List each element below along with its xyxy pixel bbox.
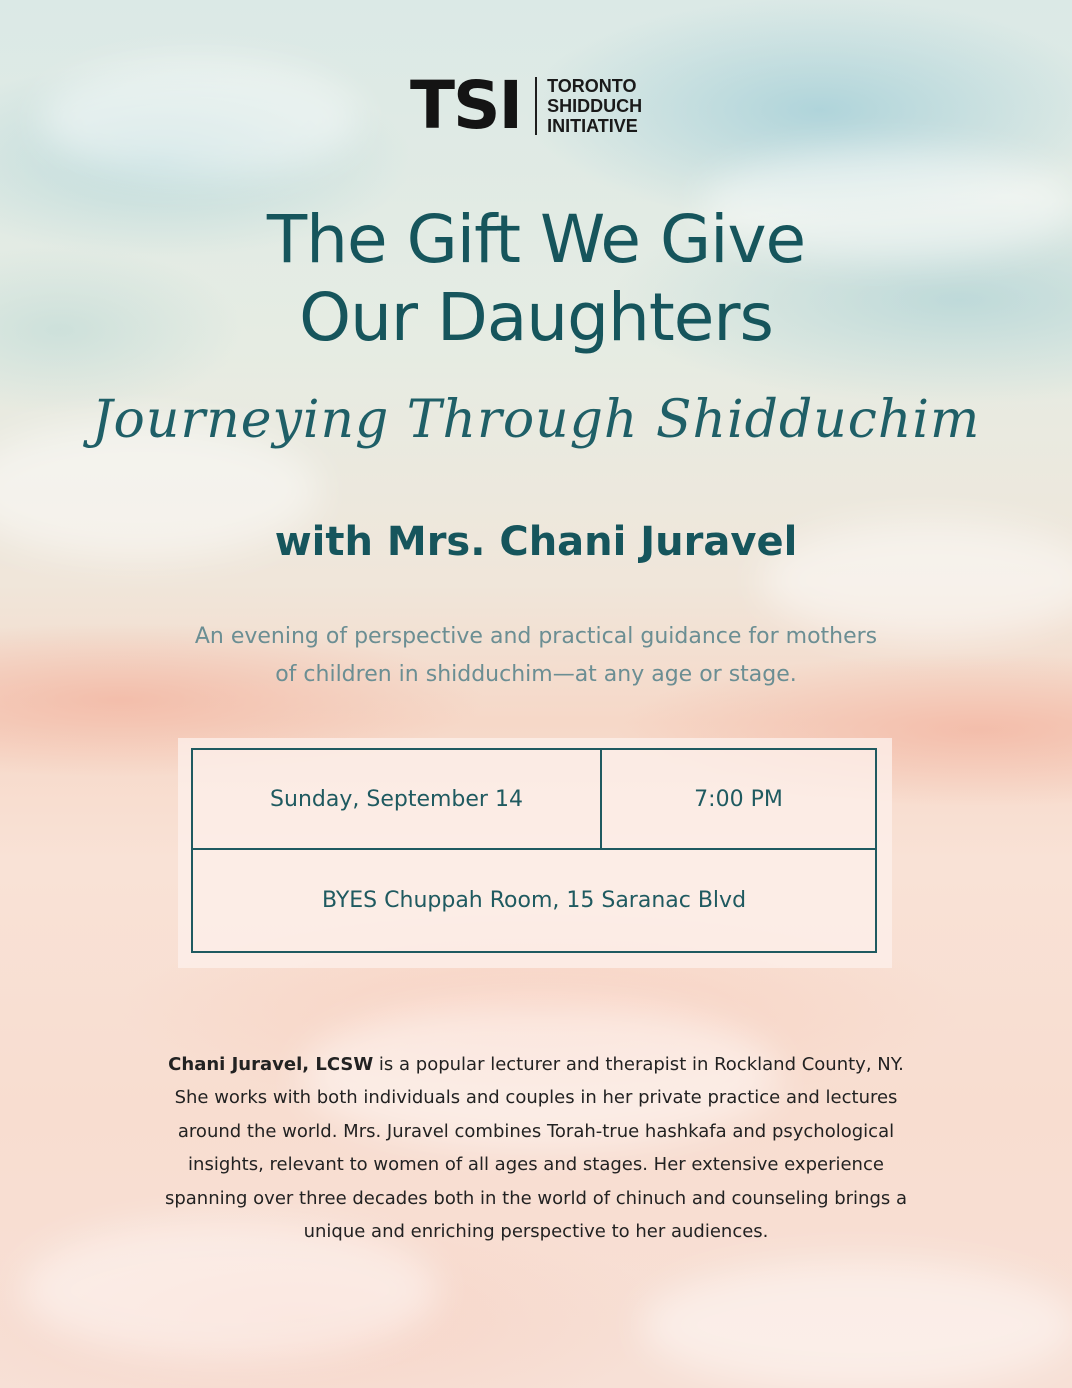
logo-mark: TSI bbox=[410, 67, 522, 144]
event-date: Sunday, September 14 bbox=[193, 750, 602, 850]
logo-line-2: SHIDDUCH bbox=[547, 96, 643, 116]
event-description bbox=[130, 618, 942, 694]
speaker-bio bbox=[160, 1048, 912, 1248]
logo-line-3: INITIATIVE bbox=[547, 116, 638, 136]
logo-divider bbox=[535, 77, 537, 135]
organization-logo bbox=[410, 67, 643, 144]
event-info-box bbox=[191, 748, 877, 953]
description-line-1: An evening of perspective and practical guidance for mothers bbox=[194, 624, 878, 649]
event-time: 7:00 PM bbox=[602, 750, 875, 850]
script-subtitle: Journeying Through Shidduchim bbox=[91, 390, 981, 450]
event-title-line-2: Our Daughters bbox=[299, 279, 773, 356]
logo-wordmark bbox=[547, 76, 642, 136]
cloud-decoration bbox=[40, 60, 360, 180]
logo-line-1: TORONTO bbox=[547, 76, 637, 96]
event-location: BYES Chuppah Room, 15 Saranac Blvd bbox=[321, 888, 747, 913]
bio-speaker-name: Chani Juravel, LCSW bbox=[168, 1054, 374, 1075]
presenter-heading: with Mrs. Chani Juravel bbox=[274, 519, 798, 565]
bio-text: is a popular lecturer and therapist in Rockland County, NY. She works with both individuals and couples in her private practice and lectures around the world. Mrs. Juravel combines Torah-true hashkafa and psychological insights, relevant to women of all ages and stages. Her extensive experience spanning over three decades both in the world of chinuch and counseling brings a unique and enriching perspective to her audiences. bbox=[164, 1054, 908, 1243]
cloud-decoration bbox=[640, 1260, 1072, 1388]
event-title-line-1: The Gift We Give bbox=[266, 201, 806, 278]
description-line-2: of children in shidduchim—at any age or stage. bbox=[275, 662, 797, 687]
